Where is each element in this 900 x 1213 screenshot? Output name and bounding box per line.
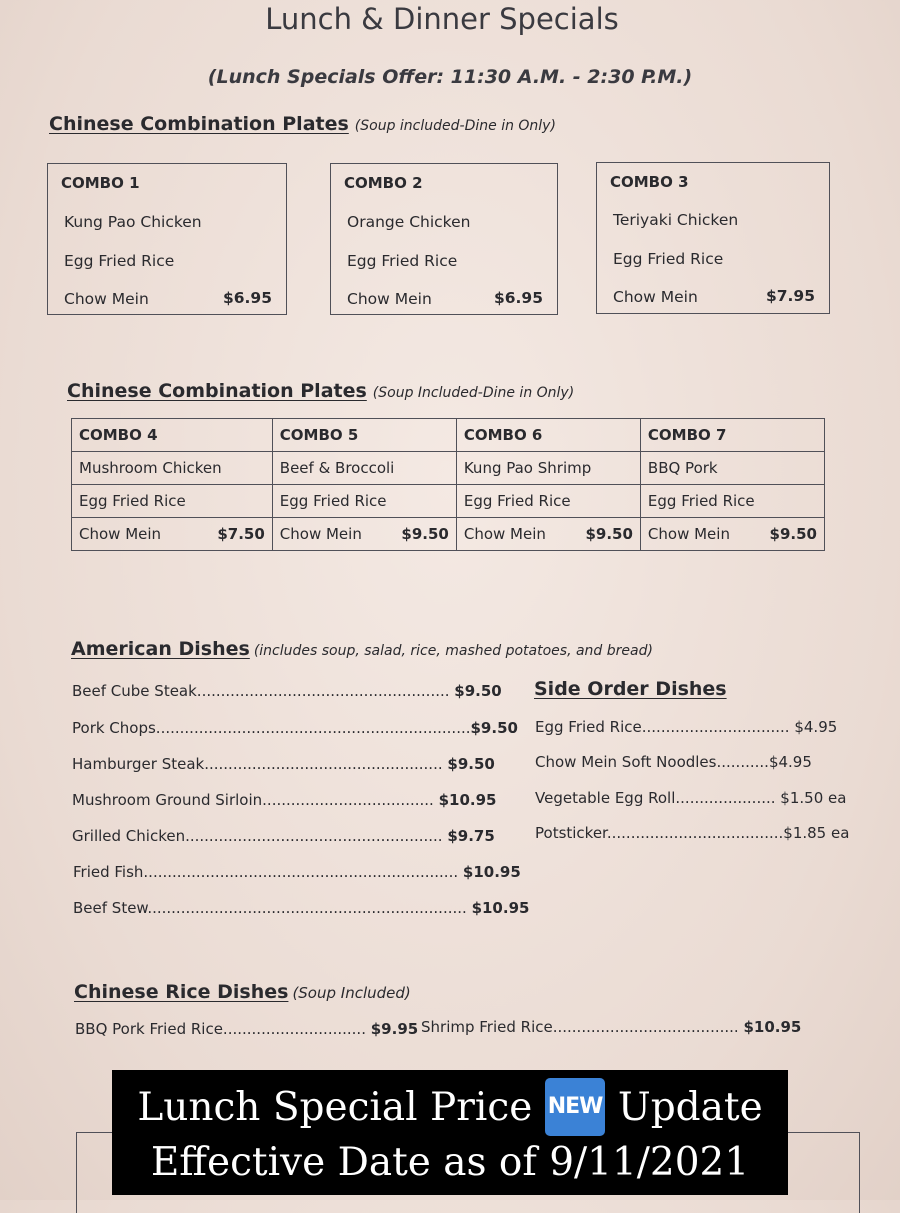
combo-price: $7.95 xyxy=(765,287,815,305)
combo-item: Chow Mein xyxy=(647,525,730,543)
dish-label: Potsticker..................................... xyxy=(535,824,784,842)
table-cell xyxy=(640,518,824,551)
lunch-hours-subtitle: (Lunch Specials Offer: 11:30 A.M. - 2:30 P.M.) xyxy=(207,66,693,88)
combo-price: $9.50 xyxy=(401,525,449,543)
combo-item: Teriyaki Chicken xyxy=(613,211,739,229)
list-item xyxy=(535,718,837,736)
combo-item: Chow Mein xyxy=(79,525,162,543)
dish-price: $1.85 ea xyxy=(783,824,850,842)
dish-label: Pork Chops.................................................................. xyxy=(72,719,471,737)
dish-label: Mushroom Ground Sirloin.................................... xyxy=(72,791,434,809)
dish-label: Chow Mein Soft Noodles........... xyxy=(535,753,769,771)
dish-price: $9.50 xyxy=(447,755,495,773)
rice-heading: Chinese Rice Dishes xyxy=(74,981,289,1003)
list-item xyxy=(72,719,518,737)
combo-box-1 xyxy=(47,163,287,315)
dish-price: $9.50 xyxy=(470,719,518,737)
dish-price: $10.95 xyxy=(462,863,521,881)
combo-price: $6.95 xyxy=(493,289,543,307)
dish-price: $9.50 xyxy=(454,682,502,700)
list-item xyxy=(75,1020,418,1038)
combo-item: Chow Mein xyxy=(64,290,149,308)
banner-line-1 xyxy=(112,1078,788,1136)
rice-header xyxy=(74,981,411,1003)
table-cell xyxy=(72,518,273,551)
banner-line-2: Effective Date as of 9/11/2021 xyxy=(150,1140,750,1185)
new-badge-icon: NEW xyxy=(545,1078,606,1136)
dish-price: $9.75 xyxy=(447,827,495,845)
dish-price: $10.95 xyxy=(471,899,530,917)
combo-name: COMBO 7 xyxy=(640,419,824,452)
rice-note: (Soup Included) xyxy=(292,984,411,1002)
combo-item: Egg Fried Rice xyxy=(347,252,458,270)
page-title: Lunch & Dinner Specials xyxy=(265,2,619,36)
section1-header xyxy=(49,113,556,135)
combo-item: Orange Chicken xyxy=(347,213,471,231)
combo-item: Beef & Broccoli xyxy=(272,452,456,485)
dish-label: Beef Stew................................................................... xyxy=(73,899,467,917)
combo-name: COMBO 3 xyxy=(610,173,689,191)
table-row xyxy=(72,485,825,518)
combo-item: BBQ Pork xyxy=(640,452,824,485)
combo-item: Mushroom Chicken xyxy=(72,452,273,485)
dish-price: $10.95 xyxy=(743,1018,802,1036)
table-row xyxy=(72,419,825,452)
combo-item: Chow Mein xyxy=(613,288,698,306)
american-note: (includes soup, salad, rice, mashed potatoes, and bread) xyxy=(253,643,653,659)
list-item xyxy=(535,753,812,771)
combo-price: $9.50 xyxy=(769,525,817,543)
combo-item: Egg Fried Rice xyxy=(72,485,273,518)
dish-label: Beef Cube Steak..................................................... xyxy=(72,682,450,700)
table-row xyxy=(72,452,825,485)
combo-item: Kung Pao Shrimp xyxy=(456,452,640,485)
dish-label: Egg Fried Rice............................... xyxy=(535,718,790,736)
combo-item: Chow Mein xyxy=(279,525,362,543)
section2-note: (Soup Included-Dine in Only) xyxy=(372,385,575,401)
section1-note: (Soup included-Dine in Only) xyxy=(354,118,556,134)
combo-item: Chow Mein xyxy=(463,525,546,543)
combo-name: COMBO 4 xyxy=(72,419,273,452)
list-item xyxy=(73,899,529,917)
combo-name: COMBO 1 xyxy=(61,174,140,192)
combo-item: Chow Mein xyxy=(347,290,432,308)
combo-item: Egg Fried Rice xyxy=(613,250,724,268)
american-heading: American Dishes xyxy=(71,638,250,660)
table-row xyxy=(72,518,825,551)
combo-price: $9.50 xyxy=(585,525,633,543)
table-cell xyxy=(272,518,456,551)
dish-label: Vegetable Egg Roll..................... xyxy=(535,789,776,807)
dish-label: Fried Fish.................................................................. xyxy=(73,863,459,881)
combo-price: $7.50 xyxy=(217,525,265,543)
list-item xyxy=(535,824,849,842)
dish-label: BBQ Pork Fried Rice.............................. xyxy=(75,1020,366,1038)
list-item xyxy=(72,682,502,700)
combo-item: Egg Fried Rice xyxy=(272,485,456,518)
banner-text: Update xyxy=(617,1085,763,1130)
list-item xyxy=(421,1018,801,1036)
dish-label: Shrimp Fried Rice....................................... xyxy=(421,1018,739,1036)
section1-heading: Chinese Combination Plates xyxy=(49,113,349,135)
sides-heading: Side Order Dishes xyxy=(534,678,727,700)
dish-label: Grilled Chicken...................................................... xyxy=(72,827,443,845)
combo-box-3 xyxy=(596,162,830,314)
combo-box-2 xyxy=(330,163,558,315)
dish-label: Hamburger Steak.................................................. xyxy=(72,755,443,773)
combo-item: Egg Fried Rice xyxy=(456,485,640,518)
list-item xyxy=(72,791,496,809)
combo-item: Egg Fried Rice xyxy=(640,485,824,518)
combo-price: $6.95 xyxy=(222,289,272,307)
price-update-banner xyxy=(112,1070,788,1195)
dish-price: $10.95 xyxy=(438,791,497,809)
combo-name: COMBO 2 xyxy=(344,174,423,192)
dish-price: $1.50 ea xyxy=(780,789,847,807)
list-item xyxy=(72,755,495,773)
combo-item: Kung Pao Chicken xyxy=(64,213,202,231)
dish-price: $9.95 xyxy=(370,1020,419,1038)
list-item xyxy=(73,863,521,881)
combo-name: COMBO 5 xyxy=(272,419,456,452)
list-item xyxy=(535,789,846,807)
section2-header xyxy=(67,380,574,402)
banner-text: Lunch Special Price xyxy=(137,1085,533,1130)
table-cell xyxy=(456,518,640,551)
dish-price: $4.95 xyxy=(768,753,812,771)
combo-name: COMBO 6 xyxy=(456,419,640,452)
list-item xyxy=(72,827,495,845)
combo-item: Egg Fried Rice xyxy=(64,252,175,270)
section2-heading: Chinese Combination Plates xyxy=(67,380,367,402)
american-header xyxy=(71,638,653,660)
combo-table xyxy=(71,418,825,551)
dish-price: $4.95 xyxy=(794,718,838,736)
